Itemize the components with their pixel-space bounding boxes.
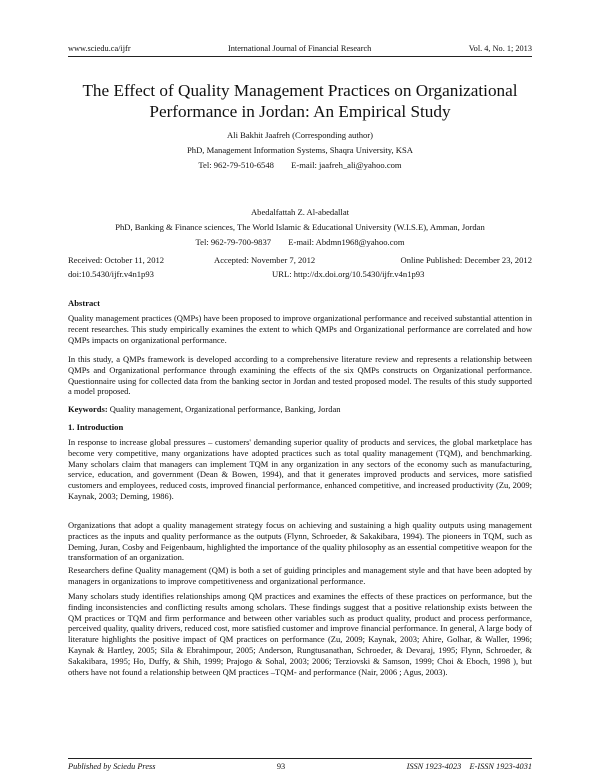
title-line-2: Performance in Jordan: An Empirical Study — [149, 102, 451, 121]
doi[interactable]: doi:10.5430/ijfr.v4n1p93 — [68, 269, 154, 279]
volume-info: Vol. 4, No. 1; 2013 — [468, 44, 532, 53]
author-1-block — [60, 128, 540, 173]
author-1-affiliation: PhD, Management Information Systems, Shaqra University, KSA — [187, 145, 413, 155]
abstract-heading: Abstract — [68, 298, 100, 308]
author-2-affiliation: PhD, Banking & Finance sciences, The World Islamic & Educational University (W.I.S.E), Amman, Jordan — [115, 222, 485, 232]
author-2-block — [60, 205, 540, 250]
published-date: Online Published: December 23, 2012 — [400, 255, 532, 265]
footer-rule — [68, 758, 532, 759]
journal-url[interactable]: www.sciedu.ca/ijfr — [68, 44, 131, 53]
accepted-date: Accepted: November 7, 2012 — [214, 255, 316, 265]
journal-name: International Journal of Financial Research — [228, 44, 372, 53]
intro-paragraph-3: Researchers define Quality management (QM) is both a set of guiding principles and management style and that have been adopted by managers in organizations to improve competitiveness and organizational performance. — [68, 565, 532, 586]
publisher: Published by Sciedu Press — [68, 762, 156, 771]
introduction-heading: 1. Introduction — [68, 422, 124, 432]
intro-paragraph-4: Many scholars study identifies relationships among QM practices and examines the effects of these practices on performance, but the finding inconsistencies and conflicting results among scholars. These findings suggest that a positive relationship exists between the QM practices or TQM and firm performance and between other variables such as product quality, product and process performance, perceived quality, quality drivers, reduced cost, more satisfied customer and improve financial performance. In general, A large body of literature highlights the positive impact of QM practices on performance (Zu, 2009; Kaynak, 2003; Ahire, Golhar, & Waller, 1996; Kaynak & Hartley, 2005; Sila & Ebrahimpour, 2005; Anderson, Rungtusanathan, Schroeder, & Devaraj, 1995; Flynn, Schroeder, & Sakakibara, 1995; Ho, Duffy, & Shih, 1999; Prajogo & Sohal, 2003; 2006; Terziovski & Samson, 1999; Choi & Eboch, 1998 ), but others have not found a relationship between QM practices –TQM- and performance (Nair, 2006 ; Agus, 2003). — [68, 591, 532, 677]
abstract-paragraph-1: Quality management practices (QMPs) have been proposed to improve organizational performance and received substantial attention in recent researches. This study empirically examines the extent to which QMPs and Organizational performance are correlated and how QMPs impacts on organizational performance. — [68, 313, 532, 345]
running-header — [68, 44, 532, 53]
title-line-1: The Effect of Quality Management Practices on Organizational — [82, 81, 518, 100]
page-footer — [68, 762, 532, 771]
issn: ISSN 1923-4023 E-ISSN 1923-4031 — [406, 762, 532, 771]
intro-paragraph-1: In response to increase global pressures – customers' demanding superior quality of products and services, the global marketplace has become very competitive, many organizations have adopted practices such as total quality management (TQM), and benchmarking. Many scholars claim that managers can implement TQM in any organization in any sectors of the economy such as manufacturing, service, education, and government (Dean & Bowen, 1994), and that it generates improved products and services, more satisfied customers and employees, reduced costs, improved financial performance, enhanced competitive, and increased productivity (Zu, 2009; Kaynak, 2003; Deming, 1986). — [68, 437, 532, 501]
publication-dates — [68, 253, 532, 283]
header-rule — [68, 56, 532, 57]
author-2-contact: Tel: 962-79-700-9837 E-mail: Abdmn1968@yahoo.com — [195, 237, 405, 247]
author-2-name: Abedalfattah Z. Al-abedallat — [250, 207, 350, 217]
keywords-text: Quality management, Organizational performance, Banking, Jordan — [109, 404, 341, 414]
article-url[interactable]: URL: http://dx.doi.org/10.5430/ijfr.v4n1p93 — [272, 269, 425, 279]
author-1-name: Ali Bakhit Jaafreh (Corresponding author) — [226, 130, 374, 140]
abstract-paragraph-2: In this study, a QMPs framework is developed according to a comprehensive literature review and represents a relationship between QMPs and Organizational performance through examining the effects of the six QMPs constructs on Organizational performance. Questionnaire using for collected data from the banking sector in Jordan and tested proposed model. The results of this study supported a model proposed. — [68, 354, 532, 397]
keywords-label: Keywords: — [68, 404, 108, 414]
paper-title — [60, 80, 540, 122]
page-number: 93 — [276, 762, 286, 771]
received-date: Received: October 11, 2012 — [68, 255, 165, 265]
author-1-contact: Tel: 962-79-510-6548 E-mail: jaafreh_ali@yahoo.com — [198, 160, 402, 170]
keywords-line — [68, 404, 532, 415]
intro-paragraph-2: Organizations that adopt a quality management strategy focus on achieving and sustaining a high quality outputs using management practices as the inputs and quality performance as the outputs (Flynn, Schroeder, & Sakakibara, 1994). The pioneers in TQM, such as Deming, Juran, Cosby and Feigenbaum, highlighted the importance of the quality philosophy as an essential competitive weapon for the transformation of an organization. — [68, 520, 532, 563]
